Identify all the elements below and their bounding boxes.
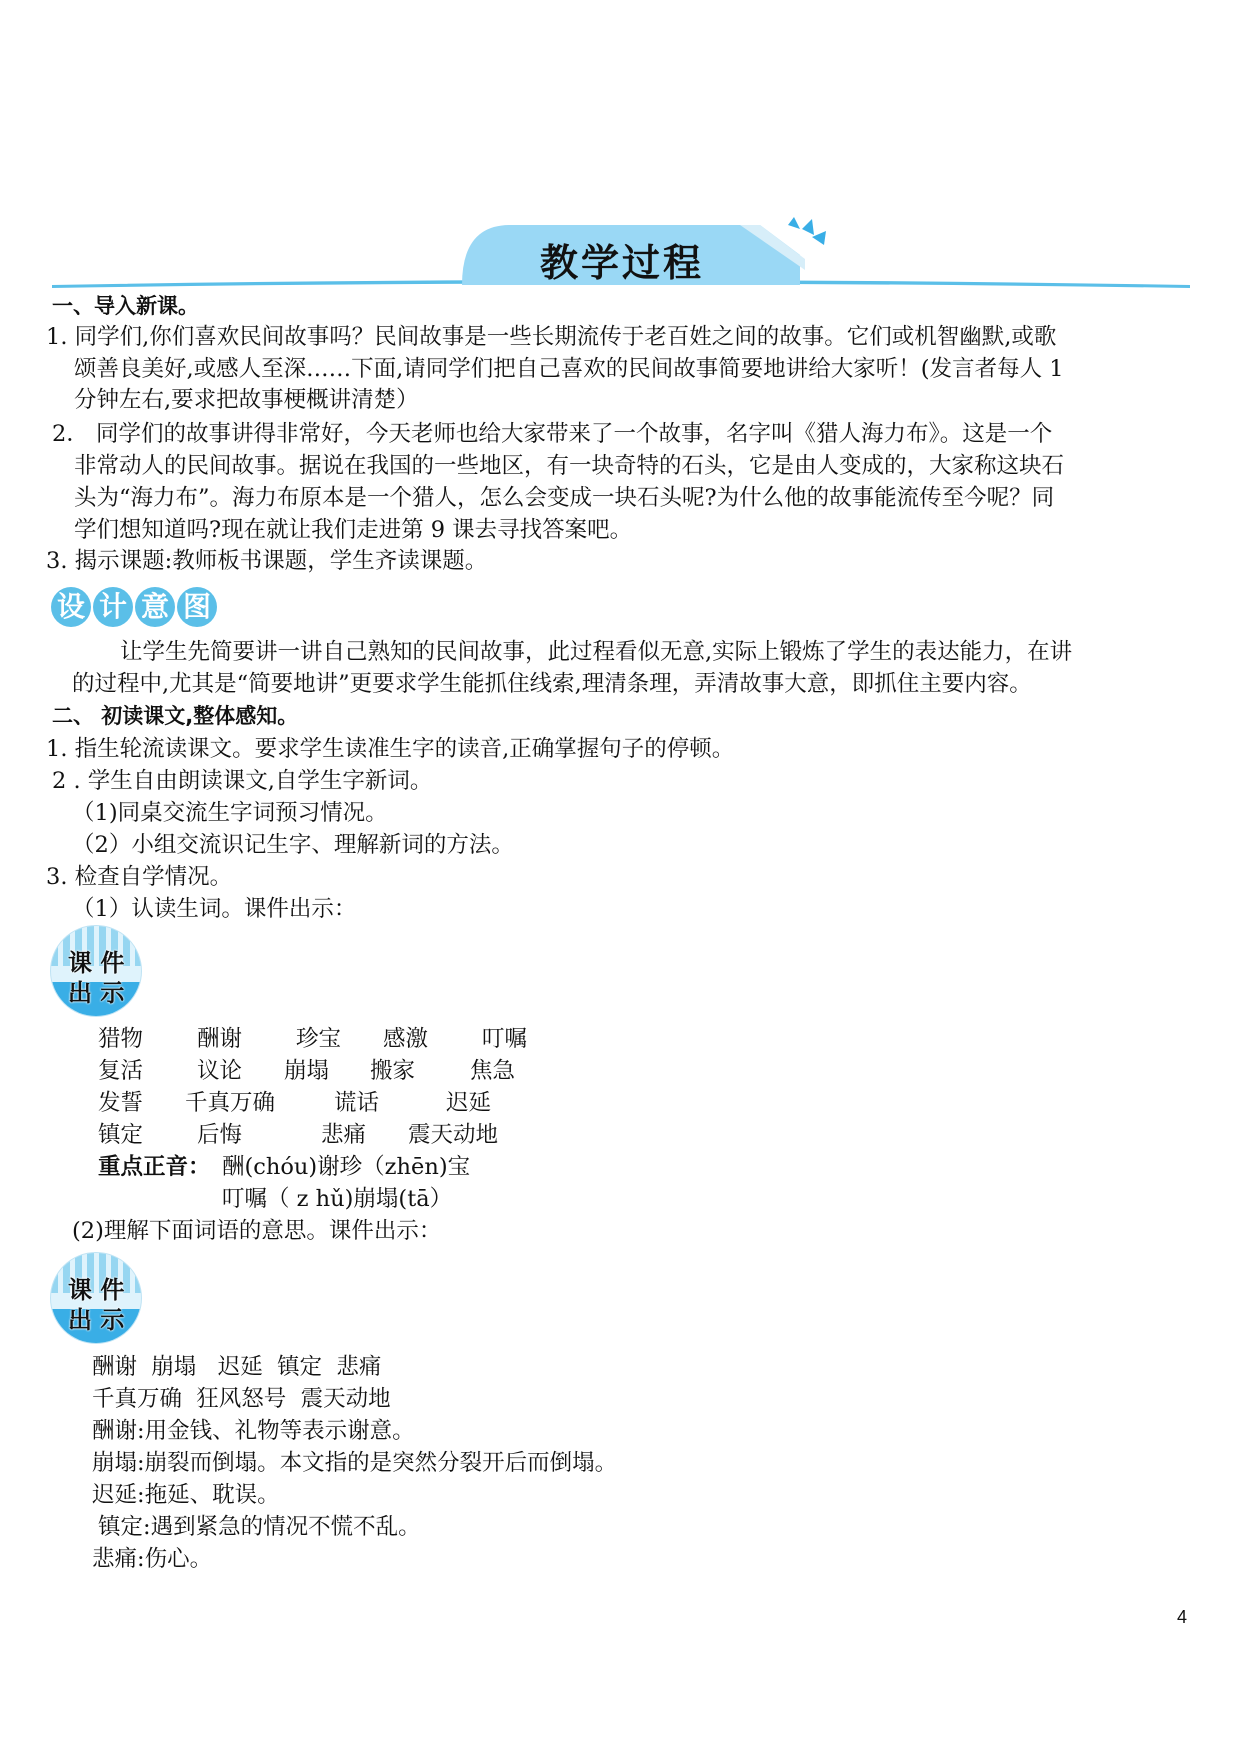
word-line-1: 酬谢 崩塌 迟延 镇定 悲痛 <box>92 1354 382 1380</box>
section2-item-5: 3. 检查自学情况。 <box>46 864 233 890</box>
pronunciation-label: 重点正音： <box>98 1154 211 1180</box>
vocab-word: 千真万确 <box>185 1090 276 1116</box>
word-line-2: 千真万确 狂风怒号 震天动地 <box>92 1386 391 1412</box>
badge-char-3: 意 <box>135 587 175 627</box>
vocab-word: 崩塌 <box>284 1058 330 1084</box>
vocab-word: 震天动地 <box>408 1122 499 1148</box>
section1-heading: 一、导入新课。 <box>52 294 199 318</box>
courseware-icon: 课 件 出 示 <box>50 1252 142 1344</box>
pronunciation-line-1: 酬(chóu)谢珍（zhēn)宝 <box>222 1154 471 1180</box>
section2-item-1: 1. 指生轮流读课文。要求学生读准生字的读音,正确掌握句子的停顿。 <box>46 736 735 762</box>
design-intent-badge <box>51 587 217 631</box>
definition-3: 迟延:拖延、耽误。 <box>92 1482 280 1508</box>
section2-heading: 二、 初读课文,整体感知。 <box>52 704 299 728</box>
vocab-word: 叮嘱 <box>482 1026 528 1052</box>
p2-line-1: 2． 同学们的故事讲得非常好，今天老师也给大家带来了一个故事，名字叫《猎人海力布》。这是一个 <box>52 421 1053 447</box>
vocab-word: 珍宝 <box>296 1026 342 1052</box>
vocab-word: 感激 <box>383 1026 429 1052</box>
badge-char-2: 计 <box>93 587 133 627</box>
vocab-word: 迟延 <box>446 1090 492 1116</box>
badge-char-1: 设 <box>51 587 91 627</box>
p2-line-4: 学们想知道吗?现在就让我们走进第 9 课去寻找答案吧。 <box>74 517 633 543</box>
badge-char-4: 图 <box>177 587 217 627</box>
vocab-word: 焦急 <box>470 1058 516 1084</box>
pronunciation-line-2: 叮嘱（ z hǔ)崩塌(tā） <box>222 1186 453 1212</box>
p1-line-2: 颂善良美好,或感人至深……下面,请同学们把自己喜欢的民间故事简要地讲给大家听！(发言者每人 1 <box>74 356 1064 382</box>
definition-4: 镇定:遇到紧急的情况不慌不乱。 <box>98 1514 421 1540</box>
vocab-word: 猎物 <box>98 1026 144 1052</box>
design-intent-line-2: 的过程中,尤其是“简要地讲”更要求学生能抓住线索,理清条理，弄清故事大意，即抓住主要内容。 <box>72 671 1032 697</box>
section3-intro: (2)理解下面词语的意思。课件出示： <box>72 1218 442 1244</box>
design-intent-line-1: 让学生先简要讲一讲自己熟知的民间故事，此过程看似无意,实际上锻炼了学生的表达能力，在讲 <box>120 639 1073 665</box>
vocab-word: 复活 <box>98 1058 144 1084</box>
courseware-icon: 课 件 出 示 <box>50 925 142 1017</box>
p2-line-2: 非常动人的民间故事。据说在我国的一些地区，有一块奇特的石头，它是由人变成的，大家称这块石 <box>74 453 1065 479</box>
vocab-word: 议论 <box>197 1058 243 1084</box>
vocab-word: 谎话 <box>334 1090 380 1116</box>
vocab-word: 搬家 <box>370 1058 416 1084</box>
vocab-word: 发誓 <box>98 1090 144 1116</box>
section2-item-3: （1)同桌交流生字词预习情况。 <box>72 800 388 826</box>
p1-line-3: 分钟左右,要求把故事梗概讲清楚） <box>74 387 419 413</box>
section2-item-4: （2）小组交流识记生字、理解新词的方法。 <box>72 832 514 858</box>
definition-1: 酬谢:用金钱、礼物等表示谢意。 <box>92 1418 415 1444</box>
vocab-word: 镇定 <box>98 1122 144 1148</box>
p1-line-1: 1. 同学们,你们喜欢民间故事吗？民间故事是一些长期流传于老百姓之间的故事。它们或机智幽默,或歌 <box>46 324 1057 350</box>
section2-item-6: （1）认读生词。课件出示： <box>72 896 357 922</box>
page-number: 4 <box>1177 1607 1188 1627</box>
vocab-word: 酬谢 <box>197 1026 243 1052</box>
section2-item-2: 2 . 学生自由朗读课文,自学生字新词。 <box>52 768 433 794</box>
definition-5: 悲痛:伤心。 <box>92 1546 213 1572</box>
definition-2: 崩塌:崩裂而倒塌。本文指的是突然分裂开后而倒塌。 <box>92 1450 618 1476</box>
p2-line-3: 头为“海力布”。海力布原本是一个猎人，怎么会变成一块石头呢?为什么他的故事能流传至今呢？同 <box>74 485 1055 511</box>
vocab-word: 后悔 <box>197 1122 243 1148</box>
banner-title: 教学过程 <box>540 241 705 285</box>
p3-line: 3. 揭示课题:教师板书课题，学生齐读课题。 <box>46 548 488 574</box>
vocab-word: 悲痛 <box>321 1122 367 1148</box>
